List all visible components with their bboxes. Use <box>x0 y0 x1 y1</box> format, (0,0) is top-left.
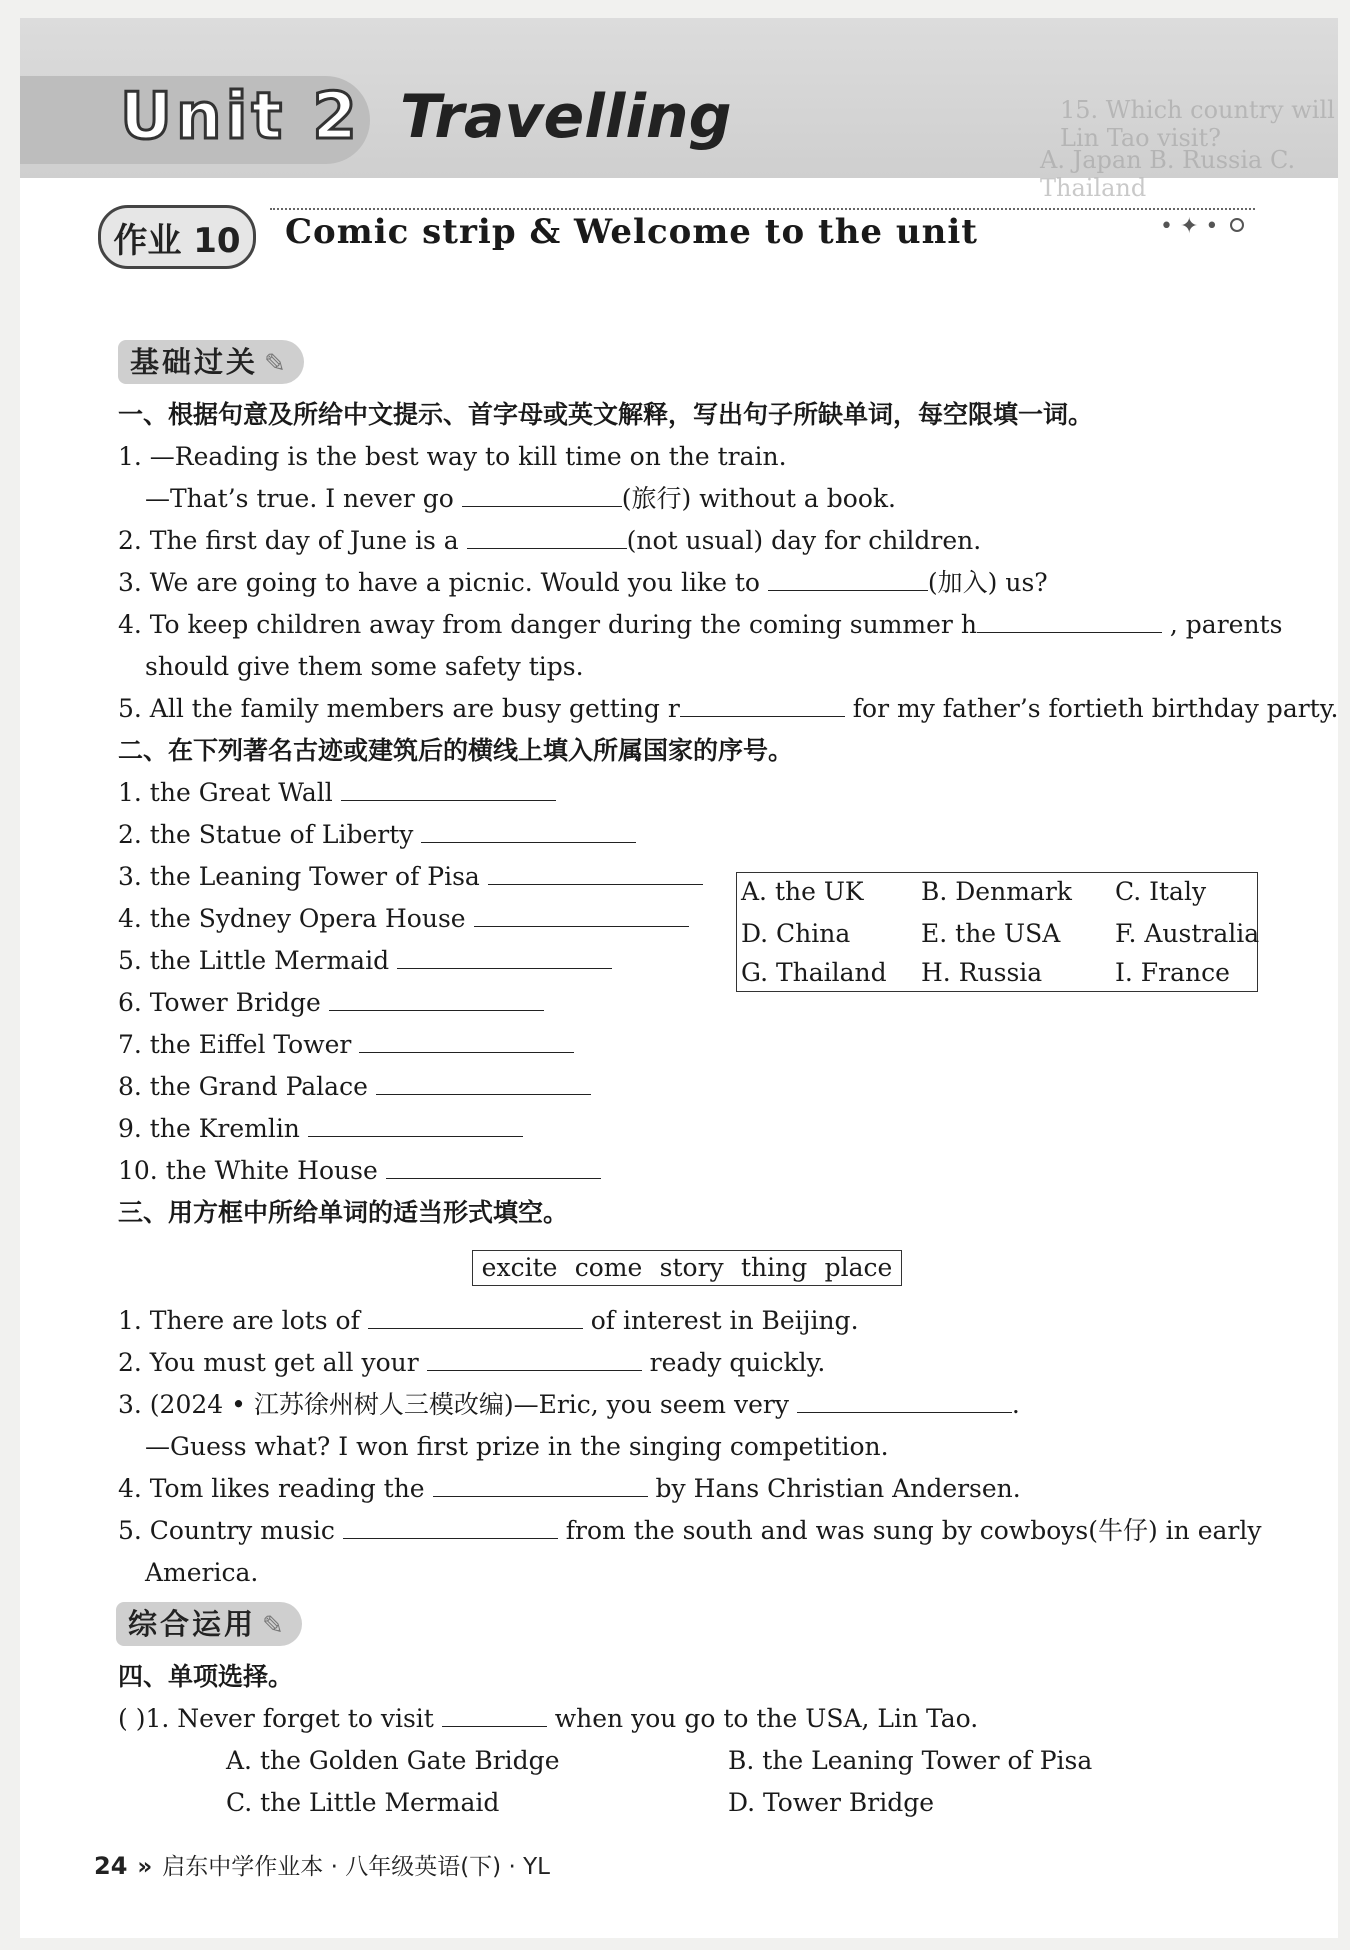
badge-label: 综合运用 <box>128 1607 257 1641</box>
question-row <box>118 1472 1021 1506</box>
question-text: (旅行) without a book. <box>621 484 896 513</box>
badge-label: 基础过关 <box>130 345 259 379</box>
word-bank-item: come <box>574 1253 643 1282</box>
question-text: 4. Tom likes reading the <box>118 1474 425 1503</box>
bleed-through-text: A. Japan B. Russia C. Thailand <box>1040 146 1296 202</box>
choice-option-c[interactable]: C. the Little Mermaid <box>226 1788 500 1817</box>
answer-blank[interactable] <box>397 944 612 969</box>
question-text: for my father’s fortieth birthday party. <box>852 694 1339 723</box>
question-text: 3. We are going to have a picnic. Would you like to <box>118 568 760 597</box>
question-text: by Hans Christian Andersen. <box>655 1474 1021 1503</box>
question-row <box>118 1304 859 1338</box>
choice-option-a[interactable]: A. the Golden Gate Bridge <box>226 1746 560 1775</box>
option-text: B. Denmark <box>921 877 1072 906</box>
answer-blank[interactable] <box>343 1514 558 1539</box>
word-bank-item: thing <box>741 1253 808 1282</box>
question-text: . <box>1011 1390 1020 1419</box>
landmark-label: 7. the Eiffel Tower <box>118 1030 352 1059</box>
option-text: A. the UK <box>741 877 864 906</box>
landmark-item <box>118 1112 523 1146</box>
question-text: 2. You must get all your <box>118 1348 419 1377</box>
unit-title: Travelling <box>400 82 732 152</box>
landmark-label: 8. the Grand Palace <box>118 1072 368 1101</box>
answer-blank[interactable] <box>488 860 703 885</box>
part1-heading: 一、根据句意及所给中文提示、首字母或英文解释，写出句子所缺单词，每空限填一词。 <box>118 400 1094 429</box>
landmark-label: 9. the Kremlin <box>118 1114 300 1143</box>
landmark-item <box>118 776 556 810</box>
answer-blank[interactable] <box>680 692 845 717</box>
question-text: should give them some safety tips. <box>145 652 584 681</box>
question-text: America. <box>145 1558 259 1587</box>
question-text: 5. All the family members are busy getting r <box>118 694 680 723</box>
answer-blank[interactable] <box>359 1028 574 1053</box>
page-number: 24 <box>94 1852 128 1880</box>
landmark-label: 4. the Sydney Opera House <box>118 904 466 933</box>
answer-blank[interactable] <box>308 1112 523 1137</box>
question-text: 1. —Reading is the best way to kill time on the train. <box>118 442 787 471</box>
country-options-box <box>736 872 1258 992</box>
dotted-divider <box>270 208 1255 210</box>
answer-blank[interactable] <box>427 1346 642 1371</box>
question-row <box>118 566 1048 600</box>
question-text: (not usual) day for children. <box>626 526 982 555</box>
question-row <box>118 692 1338 726</box>
unit-label: Unit 2 <box>120 80 361 154</box>
answer-blank[interactable] <box>977 608 1162 633</box>
landmark-item <box>118 1070 591 1104</box>
question-text: from the south and was sung by cowboys(牛仔) in early <box>565 1516 1262 1545</box>
landmark-item <box>118 860 703 894</box>
option-text: H. Russia <box>921 958 1043 987</box>
choice-option-b[interactable]: B. the Leaning Tower of Pisa <box>728 1746 1093 1775</box>
landmark-item <box>118 902 689 936</box>
choice-option-d[interactable]: D. Tower Bridge <box>728 1788 935 1817</box>
question-row <box>118 524 981 558</box>
landmark-item <box>118 1028 574 1062</box>
landmark-label: 2. the Statue of Liberty <box>118 820 414 849</box>
landmark-item <box>118 1154 601 1188</box>
answer-blank[interactable] <box>462 482 622 507</box>
pencil-icon: ✎ <box>264 349 286 379</box>
landmark-label: 5. the Little Mermaid <box>118 946 390 975</box>
answer-blank[interactable] <box>341 776 556 801</box>
answer-blank[interactable] <box>797 1388 1012 1413</box>
answer-blank[interactable] <box>386 1154 601 1179</box>
question-text: 1. There are lots of <box>118 1306 360 1335</box>
question-text: 3. (2024 • 江苏徐州树人三模改编)—Eric, you seem very <box>118 1390 789 1419</box>
word-bank-item: excite <box>481 1253 558 1282</box>
question-text: —Guess what? I won first prize in the singing competition. <box>145 1432 889 1461</box>
question-text: 4. To keep children away from danger during the coming summer h <box>118 610 977 639</box>
chevron-icon: » <box>137 1854 153 1880</box>
word-bank-item: place <box>824 1253 893 1282</box>
option-text: F. Australia <box>1115 919 1260 948</box>
section-badge-basic <box>118 340 304 384</box>
answer-blank[interactable] <box>442 1702 547 1727</box>
section-badge-integrated <box>116 1602 302 1646</box>
question-row <box>145 482 896 516</box>
option-text: C. Italy <box>1115 877 1207 906</box>
question-text: 5. Country music <box>118 1516 335 1545</box>
question-row <box>118 1346 825 1380</box>
question-text: when you go to the USA, Lin Tao. <box>554 1704 979 1733</box>
question-text: 1. Never forget to visit <box>145 1704 434 1733</box>
answer-blank[interactable] <box>768 566 928 591</box>
question-row <box>118 1388 1020 1422</box>
landmark-item <box>118 944 612 978</box>
answer-blank[interactable] <box>421 818 636 843</box>
landmark-label: 1. the Great Wall <box>118 778 333 807</box>
answer-blank[interactable] <box>368 1304 583 1329</box>
word-bank-item: story <box>659 1253 724 1282</box>
landmark-item <box>118 986 544 1020</box>
question-row <box>118 1702 978 1736</box>
answer-blank[interactable] <box>474 902 689 927</box>
question-text: ready quickly. <box>649 1348 826 1377</box>
ring-icon <box>1230 218 1244 232</box>
part3-heading: 三、用方框中所给单词的适当形式填空。 <box>118 1198 569 1227</box>
option-text: I. France <box>1115 958 1230 987</box>
question-text: , parents <box>1169 610 1283 639</box>
bleed-through-text: 15. Which country will Lin Tao visit? <box>1060 96 1335 152</box>
landmark-label: 6. Tower Bridge <box>118 988 321 1017</box>
answer-paren[interactable]: ( ) <box>118 1704 146 1733</box>
word-bank-box <box>472 1250 902 1286</box>
landmark-label: 3. the Leaning Tower of Pisa <box>118 862 480 891</box>
page-footer <box>94 1848 550 1881</box>
option-text: G. Thailand <box>741 958 887 987</box>
answer-blank[interactable] <box>467 524 627 549</box>
part2-heading: 二、在下列著名古迹或建筑后的横线上填入所属国家的序号。 <box>118 736 794 765</box>
lesson-title: Comic strip & Welcome to the unit <box>285 212 978 252</box>
footer-text: 启东中学作业本 · 八年级英语(下) · YL <box>162 1854 550 1880</box>
landmark-item <box>118 818 636 852</box>
question-text: of interest in Beijing. <box>590 1306 859 1335</box>
part4-heading: 四、单项选择。 <box>118 1662 294 1691</box>
answer-blank[interactable] <box>376 1070 591 1095</box>
lesson-number: 作业 10 <box>98 205 256 269</box>
header-band <box>20 18 1338 202</box>
question-text: (加入) us? <box>927 568 1048 597</box>
landmark-label: 10. the White House <box>118 1156 378 1185</box>
pencil-icon: ✎ <box>262 1611 284 1641</box>
answer-blank[interactable] <box>329 986 544 1011</box>
option-text: D. China <box>741 919 851 948</box>
option-text: E. the USA <box>921 919 1061 948</box>
answer-blank[interactable] <box>433 1472 648 1497</box>
question-text: 2. The first day of June is a <box>118 526 459 555</box>
sparkle-icon: • ✦ • <box>1160 214 1219 239</box>
question-row <box>118 1514 1262 1548</box>
question-text: —That’s true. I never go <box>145 484 454 513</box>
question-row <box>118 608 1282 642</box>
